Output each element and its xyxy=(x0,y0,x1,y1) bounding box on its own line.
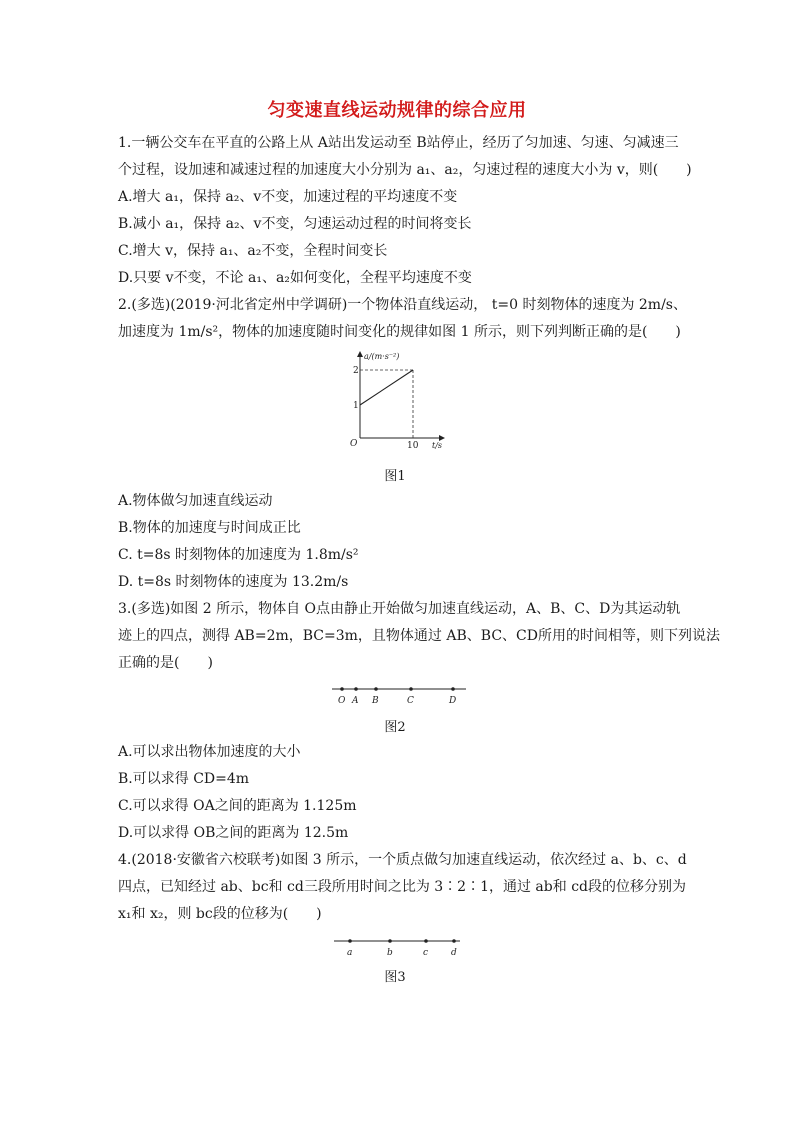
question-1-option-b: B.减小 a₁，保持 a₂、v不变，匀速运动过程的时间将变长 xyxy=(118,216,472,232)
question-4-line-1: 4.(2018·安徽省六校联考)如图 3 所示，一个质点做匀加速直线运动，依次经过 a、b、c、d xyxy=(118,852,687,868)
figure-2-caption: 图2 xyxy=(384,720,406,735)
figure-1-y-label: a/(m·s⁻²) xyxy=(364,352,400,361)
figure-1-x-label: t/s xyxy=(432,441,443,450)
figure-2-label-b: B xyxy=(372,696,379,706)
figure-3-label-d: d xyxy=(451,948,457,958)
figure-3-label-b: b xyxy=(387,948,393,958)
page-title: 匀变速直线运动规律的综合应用 xyxy=(267,100,527,121)
figure-3-label-c: c xyxy=(423,948,429,958)
figure-2-point-c xyxy=(409,687,413,691)
figure-3-point-b xyxy=(388,939,392,943)
figure-2-point-b xyxy=(374,687,378,691)
figure-2-label-d: D xyxy=(449,696,457,706)
question-2-line-2: 加速度为 1m/s²，物体的加速度随时间变化的规律如图 1 所示，则下列判断正确的是( ) xyxy=(118,324,681,340)
question-3-option-d: D.可以求得 OB之间的距离为 12.5m xyxy=(118,825,349,841)
figure-1-origin-label: O xyxy=(350,439,358,449)
question-3-option-b: B.可以求得 CD=4m xyxy=(118,771,250,787)
figure-2-point-d xyxy=(451,687,455,691)
question-2-option-a: A.物体做匀加速直线运动 xyxy=(118,493,273,509)
question-2-line-1: 2.(多选)(2019·河北省定州中学调研)一个物体沿直线运动， t=0 时刻物体的速度为 2m/s、 xyxy=(118,297,687,313)
question-1-option-a: A.增大 a₁，保持 a₂、v不变，加速过程的平均速度不变 xyxy=(118,189,458,205)
figure-3-point-c xyxy=(424,939,428,943)
figure-2-label-a: A xyxy=(352,696,359,706)
figure-3-track xyxy=(332,934,464,960)
question-3-option-c: C.可以求得 OA之间的距离为 1.125m xyxy=(118,798,357,814)
question-3-line-1: 3.(多选)如图 2 所示，物体自 O点由静止开始做匀加速直线运动，A、B、C、D为其运动轨 xyxy=(118,601,681,617)
figure-1-caption: 图1 xyxy=(384,469,406,484)
question-3-option-a: A.可以求出物体加速度的大小 xyxy=(118,744,301,760)
question-2-option-c: C. t=8s 时刻物体的加速度为 1.8m/s² xyxy=(118,547,359,563)
figure-3-label-a: a xyxy=(347,948,353,958)
figure-2-point-a xyxy=(354,687,358,691)
figure-2-point-o xyxy=(340,687,344,691)
figure-1-y-tick-1: 1 xyxy=(353,401,359,411)
question-3-line-2: 迹上的四点，测得 AB=2m，BC=3m，且物体通过 AB、BC、CD所用的时间相等，则下列说法 xyxy=(118,628,720,644)
figure-3-caption: 图3 xyxy=(384,970,406,985)
figure-3-point-a xyxy=(348,939,352,943)
question-1-line-1: 1.一辆公交车在平直的公路上从 A站出发运动至 B站停止，经历了匀加速、匀速、匀减速三 xyxy=(118,135,679,151)
question-3-line-3: 正确的是( ) xyxy=(118,655,213,671)
question-4-line-2: 四点，已知经过 ab、bc和 cd三段所用时间之比为 3∶2∶1，通过 ab和 cd段的位移分别为 xyxy=(118,879,686,895)
question-2-option-b: B.物体的加速度与时间成正比 xyxy=(118,520,301,536)
figure-1-acceleration-line xyxy=(360,370,413,405)
question-1-option-c: C.增大 v，保持 a₁、a₂不变，全程时间变长 xyxy=(118,243,388,259)
question-1-line-2: 个过程，设加速和减速过程的加速度大小分别为 a₁、a₂，匀速过程的速度大小为 v，则( ) xyxy=(118,162,692,178)
question-1-option-d: D.只要 v不变，不论 a₁、a₂如何变化，全程平均速度不变 xyxy=(118,270,472,286)
figure-1-x-tick-10: 10 xyxy=(407,441,419,451)
figure-1-y-tick-2: 2 xyxy=(353,366,359,376)
figure-2-label-o: O xyxy=(338,696,346,706)
figure-3-point-d xyxy=(452,939,456,943)
figure-2-label-c: C xyxy=(407,696,414,706)
question-4-line-3: x₁和 x₂，则 bc段的位移为( ) xyxy=(118,906,322,922)
figure-1-graph xyxy=(340,348,450,454)
figure-2-track xyxy=(330,682,470,708)
question-2-option-d: D. t=8s 时刻物体的速度为 13.2m/s xyxy=(118,574,349,590)
